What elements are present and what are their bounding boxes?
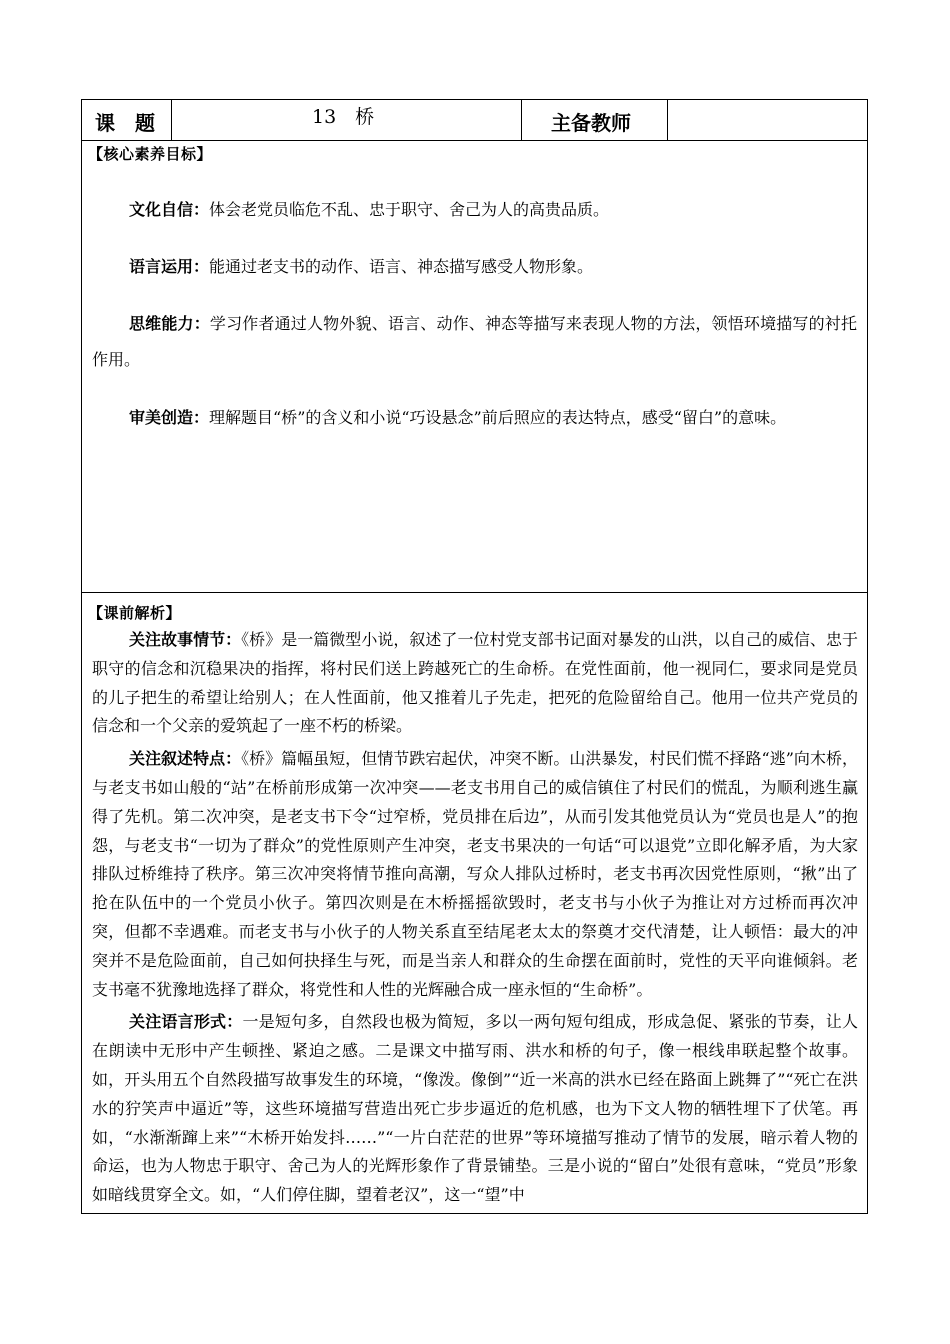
paragraph-text: 一是短句多，自然段也极为简短，多以一两句短句组成，形成急促、紧张的节奏，让人在朗读中无形中产生顿挫、紧迫之感。二是课文中描写雨、洪水和桥的句子，像一根线串联起整个故事。如，开头用五个自然段描写故事发生的环境，“像泼。像倒”“近一米高的洪水已经在路面上跳舞了”“死亡在洪水的狞笑声中逼近”等，这些环境描写营造出死亡步步逼近的危机感，也为下文人物的牺牲埋下了伏笔。再如，“水渐渐蹿上来”“木桥开始发抖……”“一片白茫茫的世界”等环境描写推动了情节的发展，暗示着人物的命运，也为人物忠于职守、舍己为人的光辉形象作了背景铺垫。三是小说的“留白”处很有意味，“党员”形象如暗线贯穿全文。如，“人们停住脚，望着老汉”，这一“望”中 [92,1012,858,1205]
teacher-label-cell [522,100,668,140]
teacher-label: 主备教师 [551,111,631,135]
title-cell [172,100,522,140]
topic-label-cell [82,100,172,140]
core-goals-section [82,140,867,593]
lesson-plan-table [81,99,868,1214]
paragraph-text: 《桥》是一篇微型小说，叙述了一位村党支部书记面对暴发的山洪，以自己的威信、忠于职守的信念和沉稳果决的指挥，将村民们送上跨越死亡的生命桥。在党性面前，他一视同仁，要求同是党员的儿子把生的希望让给别人；在人性面前，他又推着儿子先走，把死的危险留给自己。他用一位共产党员的信念和一个父亲的爱筑起了一座不朽的桥梁。 [92,630,858,736]
goal-culture [92,192,857,228]
paragraph-key: 关注语言形式： [129,1012,243,1032]
analysis-paragraph-plot [92,626,858,741]
analysis-paragraph-narration [92,745,858,1004]
core-goals-heading: 【核心素养目标】 [88,145,213,163]
analysis-body [92,626,858,1213]
pre-class-analysis-section [82,592,867,1213]
paragraph-text: 《桥》篇幅虽短，但情节跌宕起伏，冲突不断。山洪暴发，村民们慌不择路“逃”向木桥，与老支书如山般的“站”在桥前形成第一次冲突——老支书用自己的威信镇住了村民们的慌乱，为顺利逃生赢得了先机。第二次冲突，是老支书下令“过窄桥，党员排在后边”，从而引发其他党员认为“党员也是人”的抱怨，与老支书“一切为了群众”的党性原则产生冲突，老支书果决的一句话“可以退党”立即化解矛盾，为大家排队过桥维持了秩序。第三次冲突将情节推向高潮，写众人排队过桥时，老支书再次因党性原则，“揪”出了抢在队伍中的一个党员小伙子。第四次则是在木桥摇摇欲毁时，老支书与小伙子为推让对方过桥而再次冲突，但都不幸遇难。而老支书与小伙子的人物关系直至结尾老太太的祭奠才交代清楚，让人顿悟：最大的冲突并不是危险面前，自己如何抉择生与死，而是当亲人和群众的生命摆在面前时，党性的天平向谁倾斜。老支书毫不犹豫地选择了群众，将党性和人性的光辉融合成一座永恒的“生命桥”。 [92,749,858,999]
lesson-title: 13 桥 [312,106,375,128]
goal-language [92,249,857,285]
goal-key: 审美创造： [129,408,210,427]
analysis-heading: 【课前解析】 [88,604,182,622]
goal-text: 学习作者通过人物外貌、语言、动作、神态等描写来表现人物的方法，领悟环境描写的衬托作用。 [92,314,857,369]
goal-text: 理解题目“桥”的含义和小说“巧设悬念”前后照应的表达特点，感受“留白”的意味。 [209,408,787,427]
analysis-paragraph-language [92,1008,858,1210]
goal-text: 能通过老支书的动作、语言、神态描写感受人物形象。 [209,257,594,276]
goal-key: 语言运用： [129,257,210,276]
topic-label: 课 题 [95,111,155,135]
header-row [82,100,867,141]
goal-key: 文化自信： [129,200,210,219]
goal-thinking [92,306,857,378]
goal-text: 体会老党员临危不乱、忠于职守、舍己为人的高贵品质。 [209,200,610,219]
paragraph-key: 关注故事情节： [129,630,242,649]
teacher-value-cell [668,100,867,140]
paragraph-key: 关注叙述特点： [129,749,242,769]
goal-aesthetic [92,400,857,436]
goal-key: 思维能力： [129,314,210,333]
